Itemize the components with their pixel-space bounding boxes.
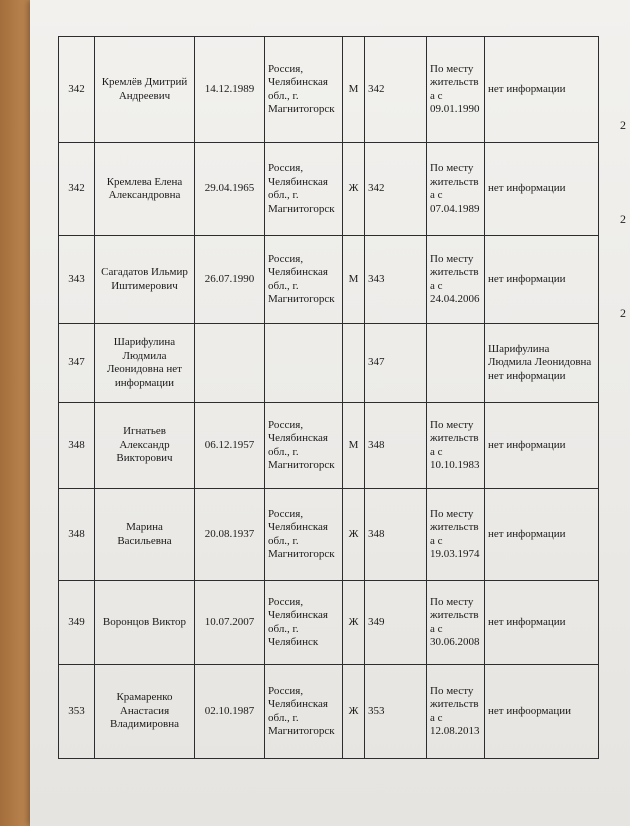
row-number: 348 bbox=[59, 489, 95, 581]
sex: М bbox=[343, 236, 365, 324]
registration: По месту жительства с 09.01.1990 bbox=[427, 37, 485, 143]
birth-place: Россия, Челябинская обл., г. Магнитогорск bbox=[265, 37, 343, 143]
margin-number: 2 bbox=[620, 118, 626, 132]
table-row bbox=[59, 489, 599, 581]
table-row bbox=[59, 236, 599, 324]
registration: По месту жительства с 19.03.1974 bbox=[427, 489, 485, 581]
info: нет инфоормации bbox=[485, 665, 599, 759]
info: нет информации bbox=[485, 236, 599, 324]
birth-place: Россия, Челябинская обл., г. Магнитогорск bbox=[265, 403, 343, 489]
record-id: 347 bbox=[365, 324, 427, 403]
info: нет информации bbox=[485, 143, 599, 236]
info: Шарифулина Людмила Леонидовна нет информации bbox=[485, 324, 599, 403]
person-name: Крамаренко Анастасия Владимировна bbox=[95, 665, 195, 759]
person-name: Сагадатов Ильмир Иштимерович bbox=[95, 236, 195, 324]
info: нет информации bbox=[485, 403, 599, 489]
record-id: 342 bbox=[365, 37, 427, 143]
row-number: 342 bbox=[59, 37, 95, 143]
sex: Ж bbox=[343, 143, 365, 236]
birth-place bbox=[265, 324, 343, 403]
birth-date: 26.07.1990 bbox=[195, 236, 265, 324]
table-row bbox=[59, 403, 599, 489]
margin-number: 2 bbox=[620, 306, 626, 320]
birth-place: Россия, Челябинская обл., г. Магнитогорск bbox=[265, 489, 343, 581]
row-number: 342 bbox=[59, 143, 95, 236]
registry-table bbox=[58, 36, 599, 759]
person-name: Кремлева Елена Александровна bbox=[95, 143, 195, 236]
sex: Ж bbox=[343, 581, 365, 665]
person-name: Марина Васильевна bbox=[95, 489, 195, 581]
birth-place: Россия, Челябинская обл., г. Магнитогорск bbox=[265, 143, 343, 236]
row-number: 353 bbox=[59, 665, 95, 759]
person-name: Игнатьев Александр Викторович bbox=[95, 403, 195, 489]
table-row bbox=[59, 143, 599, 236]
record-id: 349 bbox=[365, 581, 427, 665]
info: нет информации bbox=[485, 489, 599, 581]
registration: По месту жительства с 07.04.1989 bbox=[427, 143, 485, 236]
table-row bbox=[59, 37, 599, 143]
table-row bbox=[59, 665, 599, 759]
birth-date: 06.12.1957 bbox=[195, 403, 265, 489]
sex: М bbox=[343, 403, 365, 489]
registration: По месту жительства с 12.08.2013 bbox=[427, 665, 485, 759]
record-id: 342 bbox=[365, 143, 427, 236]
birth-place: Россия, Челябинская обл., г. Магнитогорск bbox=[265, 236, 343, 324]
row-number: 347 bbox=[59, 324, 95, 403]
birth-date: 20.08.1937 bbox=[195, 489, 265, 581]
birth-date: 29.04.1965 bbox=[195, 143, 265, 236]
birth-date: 02.10.1987 bbox=[195, 665, 265, 759]
row-number: 343 bbox=[59, 236, 95, 324]
record-id: 343 bbox=[365, 236, 427, 324]
birth-date: 10.07.2007 bbox=[195, 581, 265, 665]
record-id: 353 bbox=[365, 665, 427, 759]
birth-date: 14.12.1989 bbox=[195, 37, 265, 143]
record-id: 348 bbox=[365, 403, 427, 489]
record-id: 348 bbox=[365, 489, 427, 581]
sex: Ж bbox=[343, 665, 365, 759]
paper-sheet bbox=[30, 0, 630, 826]
registration bbox=[427, 324, 485, 403]
info: нет информации bbox=[485, 37, 599, 143]
margin-number: 2 bbox=[620, 212, 626, 226]
registration: По месту жительства с 24.04.2006 bbox=[427, 236, 485, 324]
sex bbox=[343, 324, 365, 403]
registration: По месту жительства с 10.10.1983 bbox=[427, 403, 485, 489]
person-name: Кремлёв Дмитрий Андреевич bbox=[95, 37, 195, 143]
table-row bbox=[59, 324, 599, 403]
row-number: 349 bbox=[59, 581, 95, 665]
person-name: Шарифулина Людмила Леонидовна нет информации bbox=[95, 324, 195, 403]
registration: По месту жительства с 30.06.2008 bbox=[427, 581, 485, 665]
row-number: 348 bbox=[59, 403, 95, 489]
info: нет информации bbox=[485, 581, 599, 665]
table-row bbox=[59, 581, 599, 665]
birth-place: Россия, Челябинская обл., г. Челябинск bbox=[265, 581, 343, 665]
sex: Ж bbox=[343, 489, 365, 581]
birth-place: Россия, Челябинская обл., г. Магнитогорск bbox=[265, 665, 343, 759]
person-name: Воронцов Виктор bbox=[95, 581, 195, 665]
birth-date bbox=[195, 324, 265, 403]
sex: М bbox=[343, 37, 365, 143]
